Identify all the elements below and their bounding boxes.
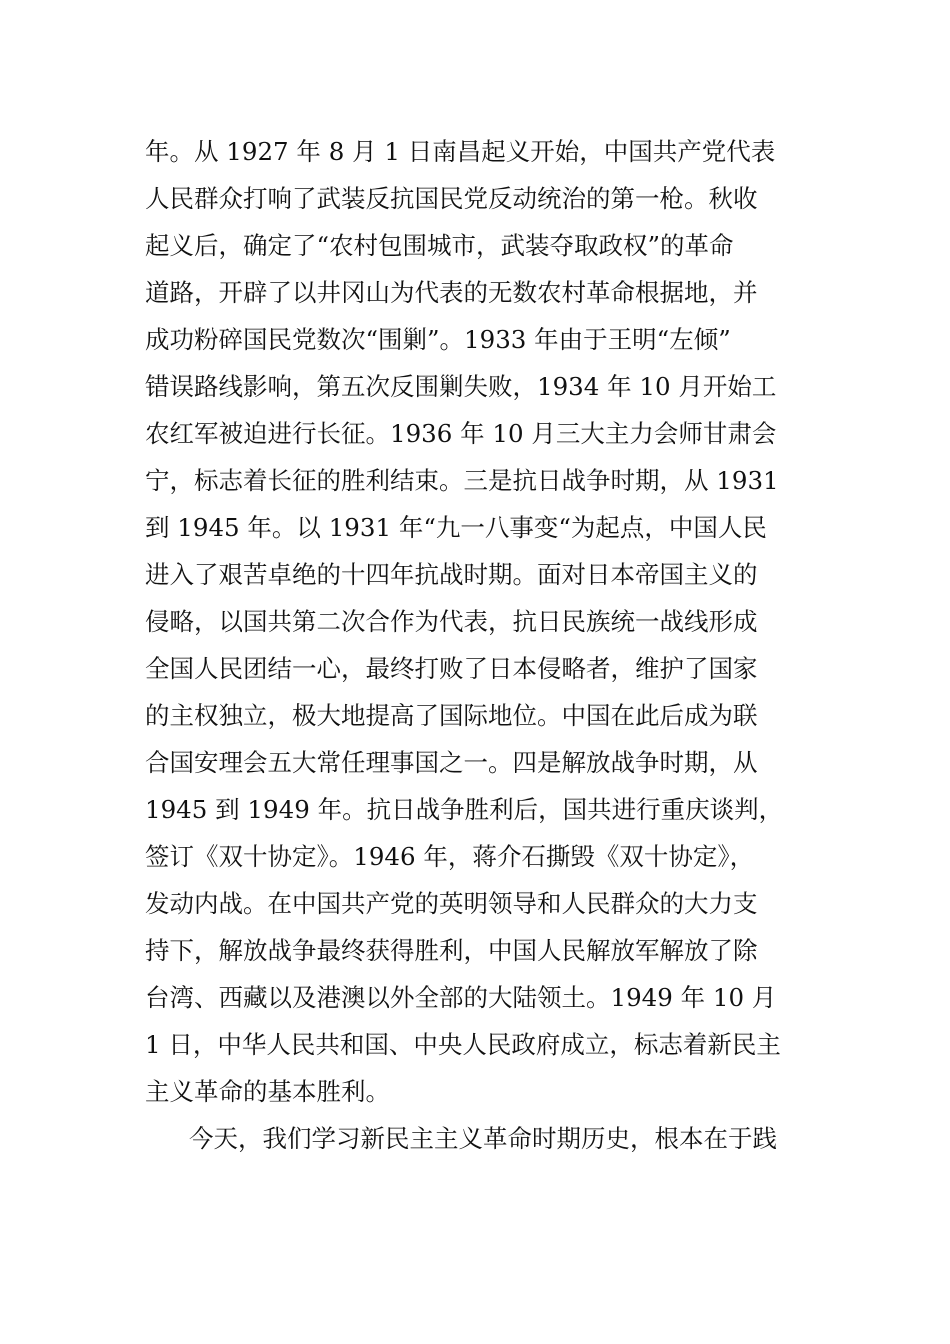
text-line: 道路，开辟了以井冈山为代表的无数农村革命根据地，并 [145, 278, 758, 307]
text-line: 侵略，以国共第二次合作为代表，抗日民族统一战线形成 [145, 607, 758, 636]
text-line: 人民群众打响了武装反抗国民党反动统治的第一枪。秋收 [145, 184, 758, 213]
text-line: 错误路线影响，第五次反围剿失败，1934 年 10 月开始工 [145, 372, 777, 401]
text-line: 到 1945 年。以 1931 年“九一八事变“为起点，中国人民 [145, 513, 767, 542]
text-line: 起义后，确定了“农村包围城市，武装夺取政权”的革命 [145, 231, 734, 260]
text-line: 持下，解放战争最终获得胜利，中国人民解放军解放了除 [145, 936, 758, 965]
text-line: 1 日，中华人民共和国、中央人民政府成立，标志着新民主 [145, 1030, 781, 1059]
text-line: 主义革命的基本胜利。 [145, 1077, 390, 1106]
paragraph-first-line: 今天，我们学习新民主主义革命时期历史，根本在于践 [189, 1124, 777, 1153]
text-line: 宁，标志着长征的胜利结束。三是抗日战争时期，从 1931 [145, 466, 779, 495]
text-line: 1945 到 1949 年。抗日战争胜利后，国共进行重庆谈判， [145, 795, 784, 824]
text-line: 台湾、西藏以及港澳以外全部的大陆领土。1949 年 10 月 [145, 983, 777, 1012]
text-line: 的主权独立，极大地提高了国际地位。中国在此后成为联 [145, 701, 758, 730]
body-text [145, 128, 815, 1162]
text-line: 签订《双十协定》。1946 年，蒋介石撕毁《双十协定》， [145, 842, 755, 871]
text-line: 合国安理会五大常任理事国之一。四是解放战争时期，从 [145, 748, 758, 777]
text-line: 全国人民团结一心，最终打败了日本侵略者，维护了国家 [145, 654, 758, 683]
text-line: 年。从 1927 年 8 月 1 日南昌起义开始，中国共产党代表 [145, 137, 776, 166]
text-line: 发动内战。在中国共产党的英明领导和人民群众的大力支 [145, 889, 758, 918]
text-line: 成功粉碎国民党数次“围剿”。1933 年由于王明“左倾” [145, 325, 731, 354]
text-line: 进入了艰苦卓绝的十四年抗战时期。面对日本帝国主义的 [145, 560, 758, 589]
text-line: 农红军被迫进行长征。1936 年 10 月三大主力会师甘肃会 [145, 419, 777, 448]
